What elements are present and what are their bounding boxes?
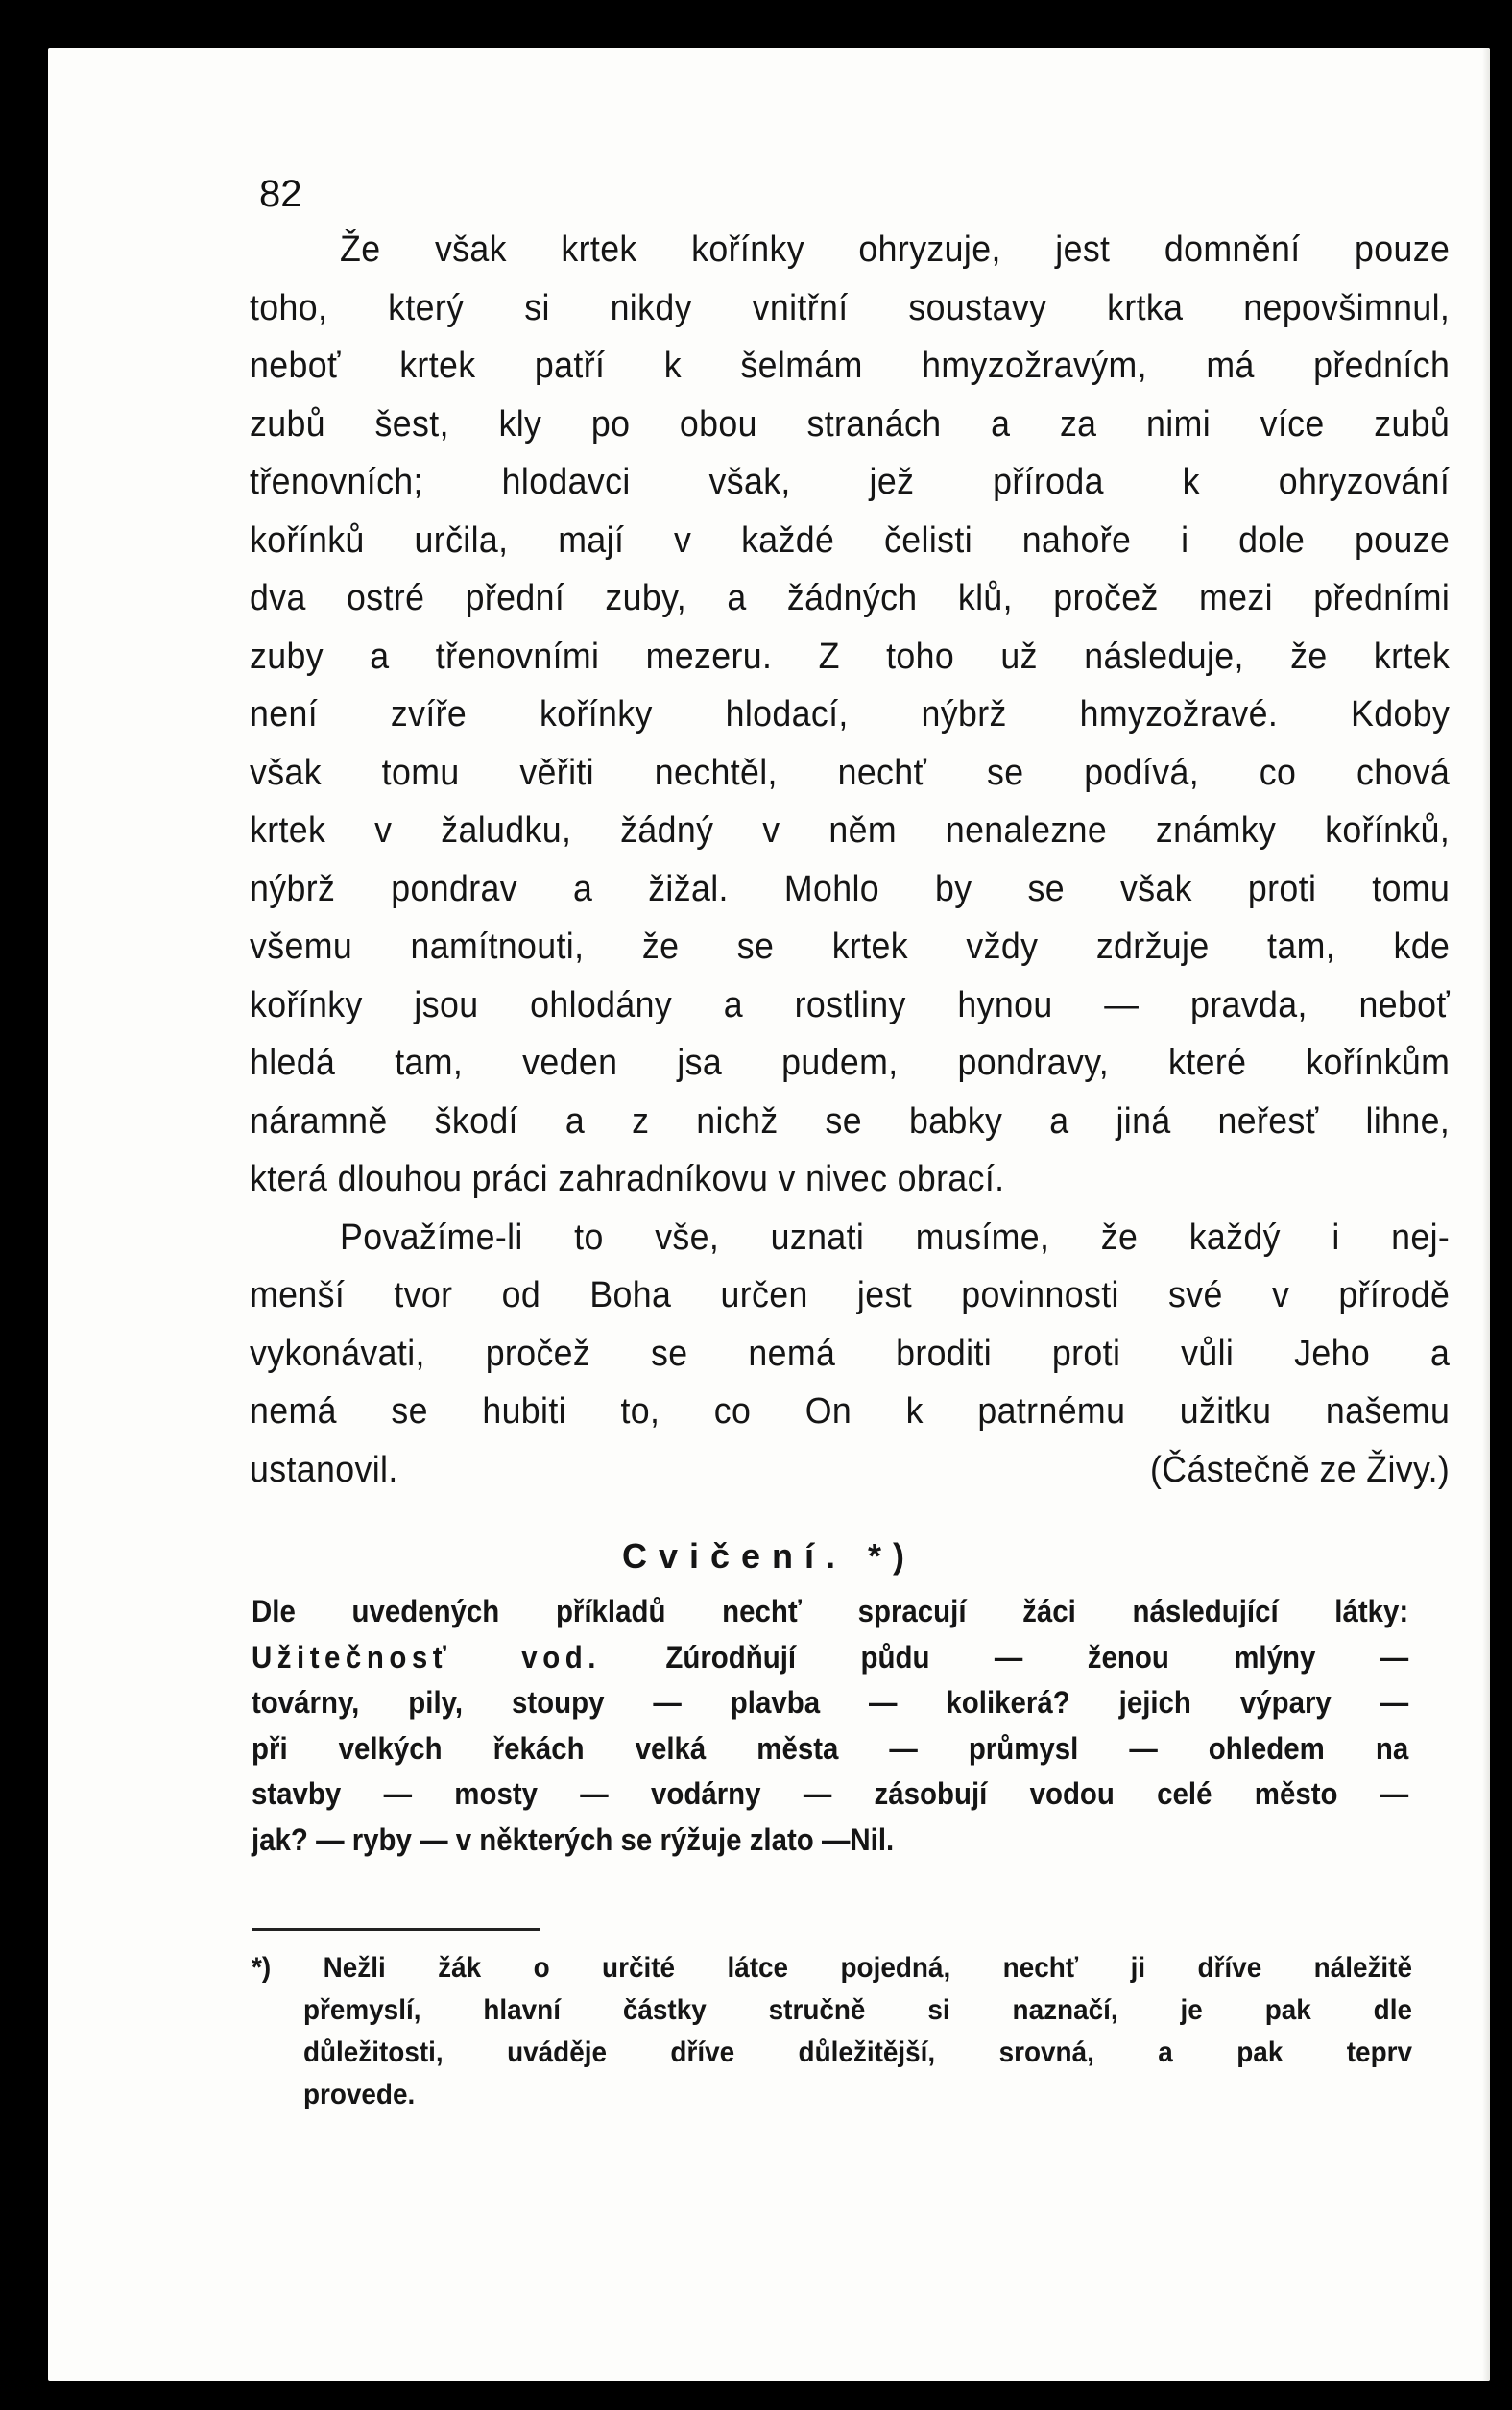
footnote-line: přemyslí, hlavní částky stručně si naznačí, je pak dle (302, 1994, 1413, 2026)
exercise-line: stavby — mosty — vodárny — zásobují vodou celé město — (252, 1776, 1409, 1811)
text-line: neboť krtek patří k šelmám hmyzožravým, má předních (250, 346, 1451, 386)
text-line: hledá tam, veden jsa pudem, pondravy, které kořínkům (250, 1043, 1451, 1083)
text-line: krtek v žaludku, žádný v něm nenalezne známky kořínků, (250, 810, 1451, 851)
exercise-text: Zúrodňují půdu — ženou mlýny — (665, 1639, 1409, 1675)
text-line: dva ostré přední zuby, a žádných klů, pročež mezi předními (250, 578, 1451, 618)
text-line: Že však krtek kořínky ohryzuje, jest domnění pouze (340, 229, 1451, 270)
footnote (252, 1947, 1412, 2116)
text-line: však tomu věřiti nechtěl, nechť se podívá, co chová (250, 752, 1451, 793)
footnote-line: důležitosti, uváděje dříve důležitější, srovná, a pak teprv (302, 2036, 1413, 2068)
exercise-line: při velkých řekách velká města — průmysl — ohledem na (252, 1730, 1409, 1766)
text-line: která dlouhou práci zahradníkovu v nivec obrací. (250, 1159, 1005, 1199)
footnote-divider (252, 1928, 540, 1931)
exercise-line: továrny, pily, stoupy — plavba — kolikerá? jejich výpary — (252, 1685, 1409, 1720)
text-line: menší tvor od Boha určen jest povinnosti své v přírodě (250, 1275, 1451, 1315)
exercise-line: jak? — ryby — v některých se rýžuje zlato —Nil. (252, 1821, 895, 1857)
footnote-line: provede. (302, 2079, 416, 2110)
footnote-line: *) Nežli žák o určité látce pojedná, nechť ji dříve náležitě (252, 1952, 1412, 1984)
page-edge-shadow (1482, 48, 1490, 2381)
text-line: náramně škodí a z nichž se babky a jiná neřesť lihne, (250, 1100, 1451, 1142)
exercise-line-first (252, 1635, 1408, 1681)
source-attribution: (Částečně ze Živy.) (1150, 1449, 1451, 1490)
text-line: třenovních; hlodavci však, jež příroda k ohryzování (250, 462, 1451, 502)
text-line: vykonávati, pročež se nemá broditi proti vůli Jeho a (250, 1333, 1451, 1374)
book-page (48, 48, 1490, 2381)
exercise-heading: Cvičení. *) (621, 1536, 917, 1576)
text-line: nýbrž pondrav a žižal. Mohlo by se však proti tomu (250, 868, 1451, 909)
exercise-intro: Dle uvedených příkladů nechť spracují žáci následující látky: (252, 1594, 1409, 1628)
closing-line (250, 1441, 1450, 1500)
text-line: nemá se hubiti to, co On k patrnému užitku našemu (250, 1391, 1451, 1432)
exercise-block (252, 1589, 1408, 1863)
page-number: 82 (259, 173, 302, 215)
main-paragraphs (250, 221, 1451, 1499)
exercise-topic: Užitečnosť vod. (252, 1639, 601, 1675)
text-line: kořínků určila, mají v každé čelisti nahoře i dole pouze (250, 519, 1451, 561)
text-line: kořínky jsou ohlodány a rostliny hynou — pravda, neboť (250, 984, 1451, 1025)
text-line: zuby a třenovními mezeru. Z toho už následuje, že krtek (250, 636, 1451, 677)
closing-word: ustanovil. (250, 1449, 398, 1490)
text-line: toho, který si nikdy vnitřní soustavy krtka nepovšimnul, (250, 287, 1451, 328)
text-line: není zvíře kořínky hlodací, nýbrž hmyzožravé. Kdoby (250, 694, 1451, 735)
text-line: všemu namítnouti, že se krtek vždy zdržuje tam, kde (250, 927, 1451, 967)
text-line: zubů šest, kly po obou stranách a za nimi více zubů (250, 403, 1451, 445)
text-line: Považíme-li to vše, uznati musíme, že každý i nej- (340, 1217, 1451, 1258)
